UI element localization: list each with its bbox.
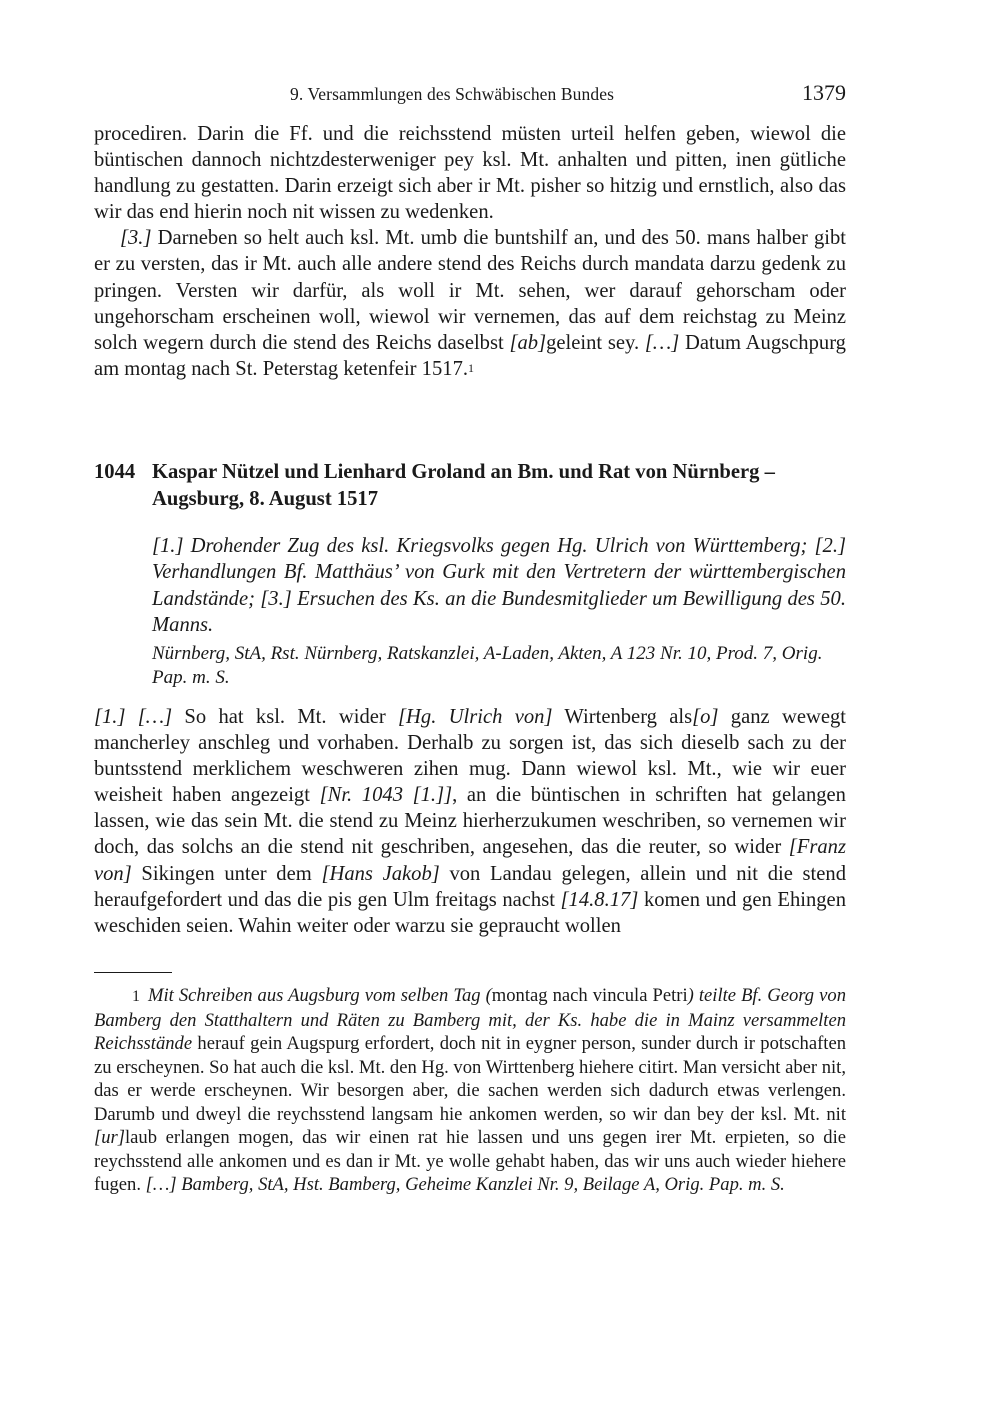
editorial-insert: [Franz von] (94, 836, 846, 885)
document-number: 1044 (94, 461, 136, 483)
editorial-text: ) teilte Bf. Georg von Bamberg den Statthaltern und Räten zu Bamberg mit, der Ks. habe die in Mainz versammelten Reichsstände (94, 985, 846, 1054)
editorial-insert: [Hans Jakob] (321, 862, 440, 885)
source-citation: Nürnberg, StA, Rst. Nürnberg, Ratskanzlei, A-Laden, Akten, A 123 Nr. 10, Prod. 7, Orig. Pap. m. S. (152, 643, 823, 689)
body-text (94, 121, 846, 382)
text-run: So hat ksl. Mt. wider (172, 706, 399, 728)
paragraph-2 (94, 225, 846, 382)
editorial-insert: [o] (692, 706, 719, 728)
running-head (94, 80, 846, 108)
footnote-reference[interactable]: 1 (468, 360, 475, 375)
section-marker: [3.] (120, 227, 152, 250)
regest: [1.] Drohender Zug des ksl. Kriegsvolks gegen Hg. Ulrich von Württemberg; [2.] Verhandlungen Bf. Matthäus’ von Gurk mit den Vertretern der württembergischen Landstände; [3.] Ersuchen des Ks. an die Bundesmitglieder um Bewilligung des 50. Manns. (152, 535, 846, 636)
omission-marker: […] (644, 331, 680, 354)
editorial-insert: [ur] (94, 1127, 126, 1148)
text-run: Darneben so helt auch ksl. Mt. umb die buntshilf an, und des 50. mans halber gibt er zu versten, das ir Mt. auch alle andere stend des Reichs durch mandata darzu gedenk zu pringen. Versten wir darfür, als woll ir Mt. sehen, wer darauf gehorscham oder ungehorscham erscheinen woll, wiewol wir vernemen, das auf dem reichstag zu Meinz solch wegern durch die stend des Reichs daselbst (94, 227, 846, 354)
text-run: Wirtenberg als (552, 706, 693, 728)
editorial-text: Mit Schreiben aus Augsburg vom selben Tag ( (148, 985, 492, 1006)
text-run: ganz wewegt mancherley anschleg und vorhaben. Derhalb zu sorgen ist, das sich dieselb sach zu der buntsstend merklichem weschweren zihen mug. Dann wiewol ksl. Mt., wie wir euer weisheit haben angezeigt (94, 706, 846, 807)
text-run: von Landau gelegen, allein und nit die stend heraufgefordert und das die pis gen Ulm freitags nachst (94, 862, 846, 911)
editorial-insert: [ab] (509, 331, 547, 354)
text-run: Datum Augschpurg am montag nach St. Peterstag ketenfeir 1517. (94, 331, 846, 380)
date-insert: [14.8.17] (560, 888, 639, 911)
text-run: Sikingen unter dem (131, 862, 322, 885)
document-heading (94, 459, 846, 512)
letter-text (94, 704, 846, 939)
paragraph-1: procediren. Darin die Ff. und die reichsstend müsten urteil helfen geben, wiewol die büntischen dannoch nichtzdesterweniger pey ksl. Mt. anhalten und pitten, inen gütliche handlung zu gestatten. Darin erzeigt sich aber ir Mt. pisher so hitzig und ernstlich, also das wir das end hierin noch nit wissen zu wedenken. (94, 123, 846, 224)
document-title: Kaspar Nützel und Lienhard Groland an Bm. und Rat von Nürnberg – Augsburg, 8. August 1517 (152, 461, 775, 510)
text-run: , an die büntischen in schriften hat gelangen lassen, wie das sein Mt. die stend zu Meinz hierherzukumen weschriben, so vernemen wir doch, das solchs an die stend nit geschriben, angesehen, das die reuter, so wider (94, 784, 846, 859)
text-run: herauf gein Augspurg erfordert, doch nit in eygner person, sunder durch ir potschaften zu erscheynen. So hat auch die ksl. Mt. den Hg. von Wirttenberg hiehere citirt. Man versicht aber nit, das er werde erscheynen. Wir besorgen aber, die sachen werden sich dadurch etwas verlengen. Darumb und dweyl die reychsstend langsam hie ankomen werden, so wir dan bey der ksl. Mt. nit (94, 1033, 846, 1125)
section-marker: [1.] […] (94, 706, 173, 728)
page-number: 1379 (802, 80, 846, 105)
source-citation: […] Bamberg, StA, Hst. Bamberg, Geheime Kanzlei Nr. 9, Beilage A, Orig. Pap. m. S. (145, 1174, 785, 1195)
text-run: komen und gen Ehingen weschiden seien. Wahin weiter oder warzu sie gepraucht wollen (94, 888, 846, 937)
running-title: 9. Versammlungen des Schwäbischen Bundes (290, 84, 614, 104)
footnote-divider (94, 972, 172, 973)
editorial-insert: [Hg. Ulrich von] (398, 706, 553, 728)
footnote-mark: 1 (132, 988, 140, 1005)
text-run: montag nach vincula Petri (491, 985, 688, 1006)
footnote-1 (94, 984, 846, 1197)
text-run: geleint sey. (546, 331, 645, 354)
text-run: laub erlangen mogen, das wir einen rat hie lassen und uns gegen irer Mt. erpieten, so die reychsstend alle ankomen und es dan ir Mt. ye wolle gehabt haben, das wir uns auch wieder hiehere fugen. (94, 1127, 846, 1195)
cross-reference: [Nr. 1043 [1.]] (319, 784, 453, 807)
